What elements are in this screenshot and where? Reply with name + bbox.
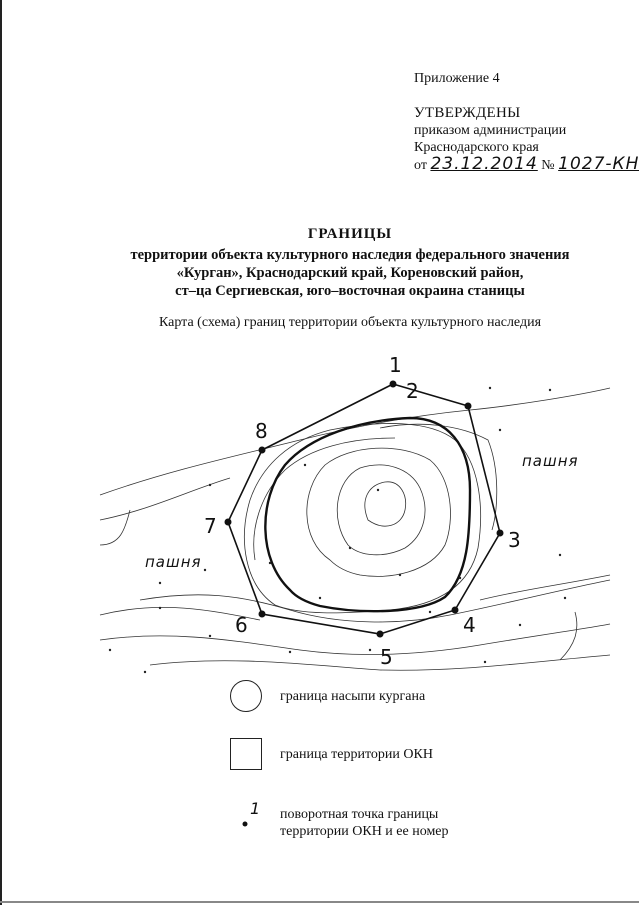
territory-boundary [228, 384, 500, 634]
turning-point-5 [377, 631, 384, 638]
order-date: 23.12.2014 [430, 154, 538, 174]
boundary-map [0, 345, 639, 675]
territory-boundary-symbol [230, 738, 262, 770]
legend-row-territory [230, 738, 433, 770]
legend-point-line-2: территории ОКН и ее номер [280, 824, 449, 839]
title-line-1: территории объекта культурного наследия федерального значения [130, 247, 570, 263]
legend-mound-label: граница насыпи кургана [280, 689, 426, 704]
point-label-8: 8 [255, 419, 268, 443]
date-prefix: от [414, 158, 427, 173]
map-caption: Карта (схема) границ территории объекта культурного наследия [158, 315, 542, 330]
number-prefix: № [541, 158, 555, 173]
legend-point-number: 1 [250, 799, 261, 818]
order-line-2: Краснодарского края [414, 140, 539, 155]
point-label-1: 1 [389, 353, 402, 377]
turning-point-6 [259, 611, 266, 618]
point-label-7: 7 [204, 514, 217, 538]
legend-row-point [230, 798, 449, 839]
legend-point-label [280, 806, 449, 840]
appendix-label: Приложение 4 [414, 71, 500, 86]
mound-boundary-symbol [230, 680, 262, 712]
turning-point-1 [390, 381, 397, 388]
legend-row-mound [230, 680, 426, 712]
turning-point-8 [259, 447, 266, 454]
title-heading: ГРАНИЦЫ [307, 226, 393, 242]
land-label-west: пашня [145, 553, 202, 571]
approval-stamp: УТВЕРЖДЕНЫ [414, 105, 521, 121]
land-label-east: пашня [522, 452, 579, 470]
page-bottom-edge [0, 901, 639, 903]
document-title [90, 226, 610, 300]
legend-territory-label: граница территории ОКН [280, 747, 433, 762]
order-number: 1027-КН [558, 154, 639, 174]
point-label-4: 4 [463, 613, 476, 637]
point-label-2: 2 [406, 379, 419, 403]
legend-point-line-1: поворотная точка границы [280, 807, 439, 822]
elevation-marks [109, 387, 566, 673]
turning-point-symbol [230, 798, 266, 834]
turning-point-7 [225, 519, 232, 526]
point-label-6: 6 [235, 613, 248, 637]
order-date-line [414, 156, 639, 174]
turning-point-4 [452, 607, 459, 614]
mound-boundary [265, 418, 470, 611]
point-label-5: 5 [380, 645, 393, 669]
title-line-2: «Курган», Краснодарский край, Кореновский район, [176, 265, 524, 281]
point-label-3: 3 [508, 528, 521, 552]
turning-point-2 [465, 403, 472, 410]
order-line-1: приказом администрации [414, 123, 567, 138]
terrain-contours [100, 388, 610, 670]
turning-point-3 [497, 530, 504, 537]
approval-block [414, 70, 639, 174]
title-line-3: ст–ца Сергиевская, юго–восточная окраина станицы [175, 283, 525, 299]
